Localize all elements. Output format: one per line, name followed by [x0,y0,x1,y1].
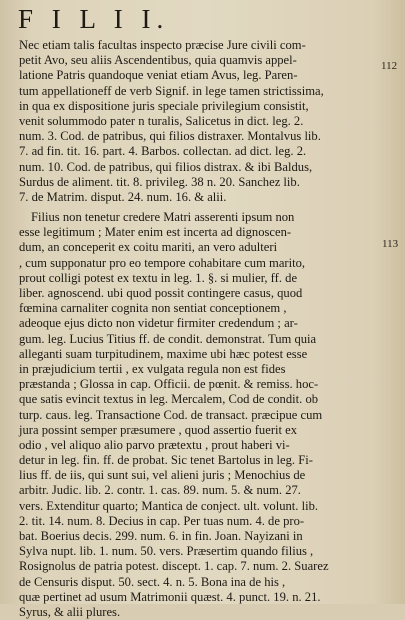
text-line: latione Patris quandoque veniat etiam Avus, leg. Paren- [19,68,298,83]
paragraph-2 [19,210,377,620]
text-line: num. 3. Cod. de patribus, qui filios distraxer. Montalvus lib. [19,129,321,144]
text-line: præstanda ; Glossa in cap. Officii. de pœnit. & remiss. hoc- [19,377,319,392]
text-line: turp. caus. leg. Transactione Cod. de transact. præcipue cum [19,407,323,422]
text-line: quæ pertinet ad usum Matrimonii quæst. 4. punct. 19. n. 21. [19,589,321,604]
text-line: Sylva nupt. lib. 1. num. 50. vers. Præsertim quando filius , [19,544,314,559]
text-line: petit Avo, seu aliis Ascendentibus, quia quamvis appel- [19,53,297,68]
body-text [19,38,377,620]
text-line: , cum supponatur pro eo tempore cohabitare cum marito, [19,255,306,270]
text-line: Filius non tenetur credere Matri asserenti ipsum non [31,210,295,225]
text-line: in qua ex dispositione juris speciale privilegium consistit, [19,98,309,113]
text-line: jura possint semper præsumere , quod assertio fuerit ex [19,422,298,437]
text-line: in præjudicium tertii , ex vulgata regula non est fides [19,361,286,376]
paragraph-1 [19,38,377,205]
text-line: bat. Boerius decis. 299. num. 6. in fin. Joan. Nayizani in [19,529,303,543]
text-line: de Censuris disput. 50. sect. 4. n. 5. Bona ina de his , [19,574,286,589]
text-line: 7. de Matrim. disput. 24. num. 16. & alii. [19,189,227,204]
text-line: esse legitimum ; Mater enim est incerta ad dignoscen- [19,225,292,240]
text-line: lius ff. de iis, qui sunt sui, vel alieni juris ; Menochius de [19,468,306,483]
text-line: num. 10. Cod. de patribus, qui filios distrax. & ibi Baldus, [19,159,313,174]
text-line: prout colligi potest ex textu in leg. 1. §. si mulier, ff. de [19,270,298,285]
running-title: F I L I I. [18,4,170,34]
text-line: 2. tit. 14. num. 8. Decius in cap. Per tuas num. 4. de pro- [19,513,305,528]
text-line: adeoque ejus dicto non videtur firmiter credendum ; ar- [19,316,298,331]
text-line: arbitr. Judic. lib. 2. contr. 1. cas. 89. num. 5. & num. 27. [19,483,301,498]
margin-number-112: 112 [381,60,398,72]
margin-number-113: 113 [382,238,399,250]
text-line: fœmina carnaliter cognita non sentiat conceptionem , [19,301,287,316]
text-line: liber. agnoscend. ubi quod possit contingere casus, quod [19,286,303,300]
text-line: dum, an conceperit ex coitu mariti, an vero adulteri [19,240,278,255]
text-line: 7. ad fin. tit. 16. part. 4. Barbos. collectan. ad dict. leg. 2. [19,144,307,159]
text-line: Nec etiam talis facultas inspecto præcise Jure civili com- [19,38,306,52]
text-line: tum appellationeff de verb Signif. in lege tamen strictissima, [19,83,324,98]
text-line: alleganti suam turpitudinem, maxime ubi hæc potest esse [19,346,308,361]
text-line: gum. leg. Lucius Titius ff. de condit. demonstrat. Tum quia [19,331,317,346]
text-line: odio , vel aliquo alio parvo prætextu , prout haberi vi- [19,437,290,452]
text-line: venit solummodo pater n turalis, Salicetus in dict. leg. 2. [19,113,304,128]
text-line: vers. Extenditur quarto; Mantica de conject. ult. volunt. lib. [19,498,319,513]
text-line: Syrus, & alii plures. [19,604,121,619]
text-line: detur in leg. fin. ff. de probat. Sic tenet Bartolus in leg. Fi- [19,453,313,468]
text-line: Rosignolus de patria potest. discept. 1. cap. 7. num. 2. Suarez [19,559,329,574]
text-line: Surdus de aliment. tit. 8. privileg. 38 n. 20. Sanchez lib. [19,174,300,189]
text-line: que satis evincit textus in leg. Mercalem, Cod de condit. ob [19,392,319,407]
